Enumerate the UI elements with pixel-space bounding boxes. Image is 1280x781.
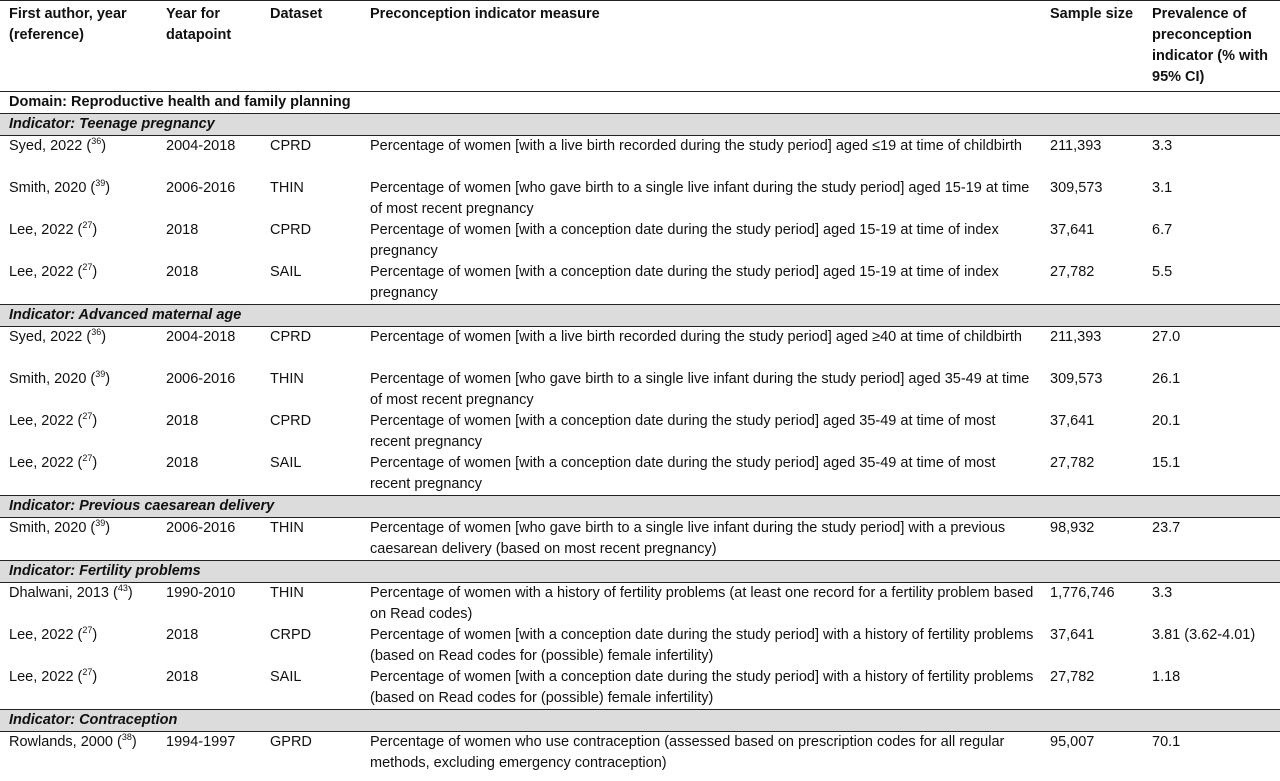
header-year: Year for datapoint: [157, 1, 261, 92]
cell-prevalence: 5.5: [1152, 264, 1173, 280]
cell-dataset: THIN: [270, 371, 304, 387]
cell-dataset: CPRD: [270, 222, 312, 238]
indicator-label: Indicator: Contraception: [0, 710, 1280, 732]
cell-dataset: SAIL: [270, 669, 302, 685]
indicator-row: [0, 114, 1280, 136]
cell-year: 2018: [166, 413, 199, 429]
cell-sample-size: 211,393: [1050, 138, 1102, 154]
reference-number: 27: [82, 220, 93, 231]
cell-author: Lee, 2022 ($^{27}$): [9, 262, 98, 280]
reference-number: 43: [117, 583, 128, 594]
cell-dataset: THIN: [270, 520, 304, 536]
cell-prevalence: 26.1: [1152, 371, 1181, 387]
author-text: Dhalwani, 2013 (: [9, 585, 118, 601]
cell-sample-size: 27,782: [1050, 264, 1095, 280]
cell-sample-size: 98,932: [1050, 520, 1095, 536]
reference-number: 27: [82, 262, 93, 273]
cell-year: 2018: [166, 222, 199, 238]
cell-sample-size: 27,782: [1050, 669, 1095, 685]
cell-prevalence: 70.1: [1152, 734, 1181, 750]
cell-dataset: CPRD: [270, 413, 312, 429]
cell-author: Lee, 2022 ($^{27}$): [9, 220, 98, 238]
cell-sample-size: 95,007: [1050, 734, 1095, 750]
cell-prevalence: 23.7: [1152, 520, 1181, 536]
reference-number: 39: [95, 369, 106, 380]
cell-prevalence: 20.1: [1152, 413, 1181, 429]
cell-year: 1990-2010: [166, 585, 236, 601]
cell-year: 2018: [166, 627, 199, 643]
cell-dataset: THIN: [270, 585, 304, 601]
cell-author: Smith, 2020 ($^{39}$): [9, 178, 111, 196]
cell-year: 2006-2016: [166, 180, 236, 196]
cell-dataset: CRPD: [270, 627, 312, 643]
header-author: First author, year (reference): [0, 1, 157, 92]
reference-number: 39: [95, 518, 106, 529]
cell-prevalence: 15.1: [1152, 455, 1181, 471]
cell-author: Dhalwani, 2013 ($^{43}$): [9, 583, 133, 601]
cell-sample-size: 37,641: [1050, 222, 1095, 238]
table-row: [0, 262, 1280, 305]
cell-dataset: SAIL: [270, 455, 302, 471]
header-dataset: Dataset: [261, 1, 361, 92]
cell-measure: Percentage of women [with a conception date during the study period] aged 15-19 at time of index pregnancy: [370, 222, 999, 259]
table-row: [0, 667, 1280, 710]
cell-dataset: CPRD: [270, 329, 312, 345]
reference-number: 27: [82, 411, 93, 422]
author-text: Lee, 2022 (: [9, 455, 83, 471]
cell-sample-size: 27,782: [1050, 455, 1095, 471]
author-text: Syed, 2022 (: [9, 138, 92, 154]
header-row: [0, 1, 1280, 92]
domain-label: Domain: Reproductive health and family planning: [0, 92, 1280, 114]
author-text: Rowlands, 2000 (: [9, 734, 122, 750]
table-row: [0, 220, 1280, 262]
reference-number: 36: [91, 327, 102, 338]
domain-row: [0, 92, 1280, 114]
cell-prevalence: 3.81 (3.62-4.01): [1152, 627, 1256, 643]
cell-measure: Percentage of women [with a conception date during the study period] with a history of fertility problems (based on Read codes for (possible) female infertility): [370, 669, 1034, 706]
cell-dataset: THIN: [270, 180, 304, 196]
author-text: Syed, 2022 (: [9, 329, 92, 345]
cell-prevalence: 1.18: [1152, 669, 1181, 685]
author-text: Lee, 2022 (: [9, 413, 83, 429]
cell-author: Rowlands, 2000 ($^{38}$): [9, 732, 137, 750]
cell-measure: Percentage of women with a history of fertility problems (at least one record for a fertility problem based on Read codes): [370, 585, 1034, 622]
cell-measure: Percentage of women [with a conception date during the study period] aged 15-19 at time of index pregnancy: [370, 264, 999, 301]
cell-dataset: SAIL: [270, 264, 302, 280]
cell-year: 1994-1997: [166, 734, 236, 750]
author-text: Smith, 2020 (: [9, 520, 96, 536]
cell-year: 2018: [166, 264, 199, 280]
cell-prevalence: 3.3: [1152, 585, 1173, 601]
header-prevalence: Prevalence of preconception indicator (% with 95% CI): [1143, 1, 1280, 92]
author-text: Smith, 2020 (: [9, 371, 96, 387]
indicator-row: [0, 710, 1280, 732]
cell-sample-size: 211,393: [1050, 329, 1102, 345]
table-row: [0, 583, 1280, 626]
cell-dataset: GPRD: [270, 734, 312, 750]
cell-measure: Percentage of women [who gave birth to a single live infant during the study period] aged 35-49 at time of most recent pregnancy: [370, 371, 1030, 408]
reference-number: 27: [82, 667, 93, 678]
cell-measure: Percentage of women [with a live birth recorded during the study period] aged ≤19 at time of childbirth: [370, 138, 1022, 154]
cell-year: 2018: [166, 455, 199, 471]
table-row: [0, 518, 1280, 561]
cell-year: 2004-2018: [166, 138, 236, 154]
cell-year: 2004-2018: [166, 329, 236, 345]
table-row: [0, 327, 1280, 370]
indicator-label: Indicator: Teenage pregnancy: [0, 114, 1280, 136]
indicator-label: Indicator: Fertility problems: [0, 561, 1280, 583]
cell-author: Lee, 2022 ($^{27}$): [9, 625, 98, 643]
cell-year: 2018: [166, 669, 199, 685]
reference-number: 36: [91, 136, 102, 147]
table-row: [0, 136, 1280, 179]
cell-prevalence: 6.7: [1152, 222, 1173, 238]
cell-author: Smith, 2020 ($^{39}$): [9, 369, 111, 387]
cell-year: 2006-2016: [166, 371, 236, 387]
header-measure: Preconception indicator measure: [361, 1, 1041, 92]
indicator-row: [0, 496, 1280, 518]
author-text: Lee, 2022 (: [9, 669, 83, 685]
reference-number: 27: [82, 453, 93, 464]
cell-year: 2006-2016: [166, 520, 236, 536]
table-row: [0, 732, 1280, 777]
cell-author: Lee, 2022 ($^{27}$): [9, 453, 98, 471]
cell-measure: Percentage of women [with a conception date during the study period] aged 35-49 at time of most recent pregnancy: [370, 455, 996, 492]
table-row: [0, 369, 1280, 411]
table-row: [0, 453, 1280, 496]
cell-prevalence: 3.1: [1152, 180, 1173, 196]
indicator-row: [0, 305, 1280, 327]
table-row: [0, 625, 1280, 667]
cell-sample-size: 37,641: [1050, 627, 1095, 643]
author-text: Lee, 2022 (: [9, 222, 83, 238]
author-text: Lee, 2022 (: [9, 264, 83, 280]
cell-measure: Percentage of women [with a conception date during the study period] with a history of fertility problems (based on Read codes for (possible) female infertility): [370, 627, 1034, 664]
cell-measure: Percentage of women who use contraception (assessed based on prescription codes for all regular methods, excluding emergency contraception): [370, 734, 1005, 771]
cell-prevalence: 3.3: [1152, 138, 1173, 154]
cell-author: Lee, 2022 ($^{27}$): [9, 411, 98, 429]
table-row: [0, 178, 1280, 220]
cell-measure: Percentage of women [with a conception date during the study period] aged 35-49 at time of most recent pregnancy: [370, 413, 996, 450]
indicator-row: [0, 561, 1280, 583]
cell-prevalence: 27.0: [1152, 329, 1181, 345]
cell-sample-size: 37,641: [1050, 413, 1095, 429]
cell-measure: Percentage of women [who gave birth to a single live infant during the study period] aged 15-19 at time of most recent pregnancy: [370, 180, 1030, 217]
reference-number: 38: [121, 732, 132, 743]
cell-author: Syed, 2022 ($^{36}$): [9, 136, 107, 154]
reference-number: 39: [95, 178, 106, 189]
cell-sample-size: 1,776,746: [1050, 585, 1115, 601]
cell-sample-size: 309,573: [1050, 371, 1103, 387]
indicator-label: Indicator: Previous caesarean delivery: [0, 496, 1280, 518]
table-body: [0, 92, 1280, 777]
cell-dataset: CPRD: [270, 138, 312, 154]
reference-number: 27: [82, 625, 93, 636]
cell-author: Lee, 2022 ($^{27}$): [9, 667, 98, 685]
author-text: Lee, 2022 (: [9, 627, 83, 643]
cell-sample-size: 309,573: [1050, 180, 1103, 196]
table-row: [0, 411, 1280, 453]
cell-measure: Percentage of women [who gave birth to a single live infant during the study period] with a previous caesarean delivery (based on most recent pregnancy): [370, 520, 1006, 557]
header-sample-size: Sample size: [1041, 1, 1143, 92]
author-text: Smith, 2020 (: [9, 180, 96, 196]
cell-measure: Percentage of women [with a live birth recorded during the study period] aged ≥40 at time of childbirth: [370, 329, 1022, 345]
indicator-label: Indicator: Advanced maternal age: [0, 305, 1280, 327]
cell-author: Smith, 2020 ($^{39}$): [9, 518, 111, 536]
cell-author: Syed, 2022 ($^{36}$): [9, 327, 107, 345]
